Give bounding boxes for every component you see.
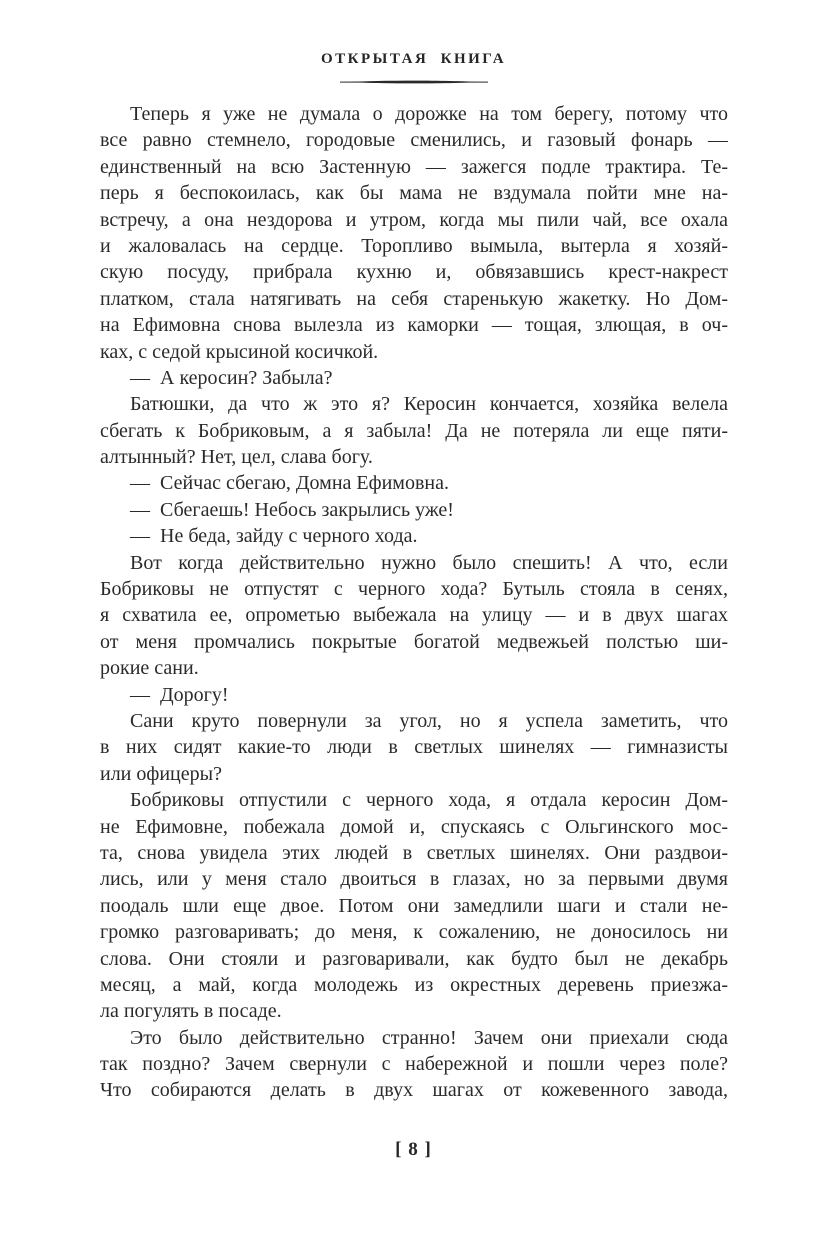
text-line: Бобриковы не отпустят с черного хода? Бутыль стояла в сенях, — [100, 578, 728, 601]
text-line: так поздно? Зачем свернули с набережной и пошли через поле? — [100, 1053, 728, 1076]
text-line: Это было действительно странно! Зачем они приехали сюда — [130, 1026, 728, 1049]
page-number: [ 8 ] — [395, 1139, 432, 1160]
text-line: единственный на всю Застенную — зажегся подле трактира. Те- — [100, 155, 728, 178]
text-line: громко разговаривать; до меня, к сожалению, не доносилось ни — [100, 921, 728, 944]
text-line: в них сидят какие-то люди в светлых шинелях — гимназисты — [100, 736, 728, 759]
text-line: алтынный? Нет, цел, слава богу. — [100, 446, 373, 469]
body-text — [100, 101, 728, 1104]
text-line: сбегать к Бобриковым, а я забыла! Да не потеряла ли еще пяти- — [100, 419, 728, 442]
text-line: Вот когда действительно нужно было спешить! А что, если — [130, 551, 728, 574]
text-line: рокие сани. — [100, 657, 199, 680]
text-line: та, снова увидела этих людей в светлых шинелях. Они раздвои- — [100, 841, 728, 864]
text-line: Батюшки, да что ж это я? Керосин кончается, хозяйка велела — [130, 393, 728, 416]
text-line: и жаловалась на сердце. Торопливо вымыла, вытерла я хозяй- — [100, 234, 728, 257]
text-line: на Ефимовна снова вылезла из каморки — тощая, злющая, в оч- — [100, 314, 728, 337]
text-line: — Дорогу! — [130, 683, 229, 706]
text-line: не Ефимовне, побежала домой и, спускаясь с Ольгинского мос- — [100, 815, 728, 838]
text-line: все равно стемнело, городовые сменились, и газовый фонарь — — [100, 129, 728, 152]
text-line: месяц, а май, когда молодежь из окрестных деревень приезжа- — [100, 973, 728, 996]
running-header: ОТКРЫТАЯ КНИГА — [320, 51, 507, 67]
text-line: — А керосин? Забыла? — [130, 366, 333, 389]
text-line: поодаль шли еще двое. Потом они замедлили шаги и стали не- — [100, 894, 728, 917]
text-line: встречу, а она нездорова и утром, когда мы пили чай, все охала — [100, 208, 728, 231]
text-line: слова. Они стояли и разговаривали, как будто был не декабрь — [100, 947, 728, 970]
text-line: — Сейчас сбегаю, Домна Ефимовна. — [130, 472, 449, 495]
text-line: Бобриковы отпустили с черного хода, я отдала керосин Дом- — [130, 789, 728, 812]
text-line: ла погулять в посаде. — [100, 1000, 282, 1023]
text-line: я схватила ее, опрометью выбежала на улицу — и в двух шагах — [100, 604, 728, 627]
text-line: или офицеры? — [100, 762, 222, 785]
text-line: — Не беда, зайду с черного хода. — [130, 525, 418, 548]
text-line: ках, с седой крысиной косичкой. — [100, 340, 379, 363]
text-line: — Сбегаешь! Небось закрылись уже! — [130, 498, 454, 521]
text-line: Что собираются делать в двух шагах от кожевенного завода, — [100, 1079, 728, 1102]
header-divider-ornament — [340, 79, 488, 85]
text-line: платком, стала натягивать на себя старенькую жакетку. Но Дом- — [100, 287, 728, 310]
text-line: перь я беспокоилась, как бы мама не вздумала пойти мне на- — [100, 182, 728, 205]
text-line: Теперь я уже не думала о дорожке на том берегу, потому что — [130, 103, 728, 125]
text-line: от меня промчались покрытые богатой медвежьей полстью ши- — [100, 630, 728, 653]
text-line: Сани круто повернули за угол, но я успела заметить, что — [130, 709, 728, 732]
text-line: лись, или у меня стало двоиться в глазах, но за первыми двумя — [100, 868, 728, 891]
text-line: скую посуду, прибрала кухню и, обвязавшись крест-накрест — [100, 261, 728, 284]
